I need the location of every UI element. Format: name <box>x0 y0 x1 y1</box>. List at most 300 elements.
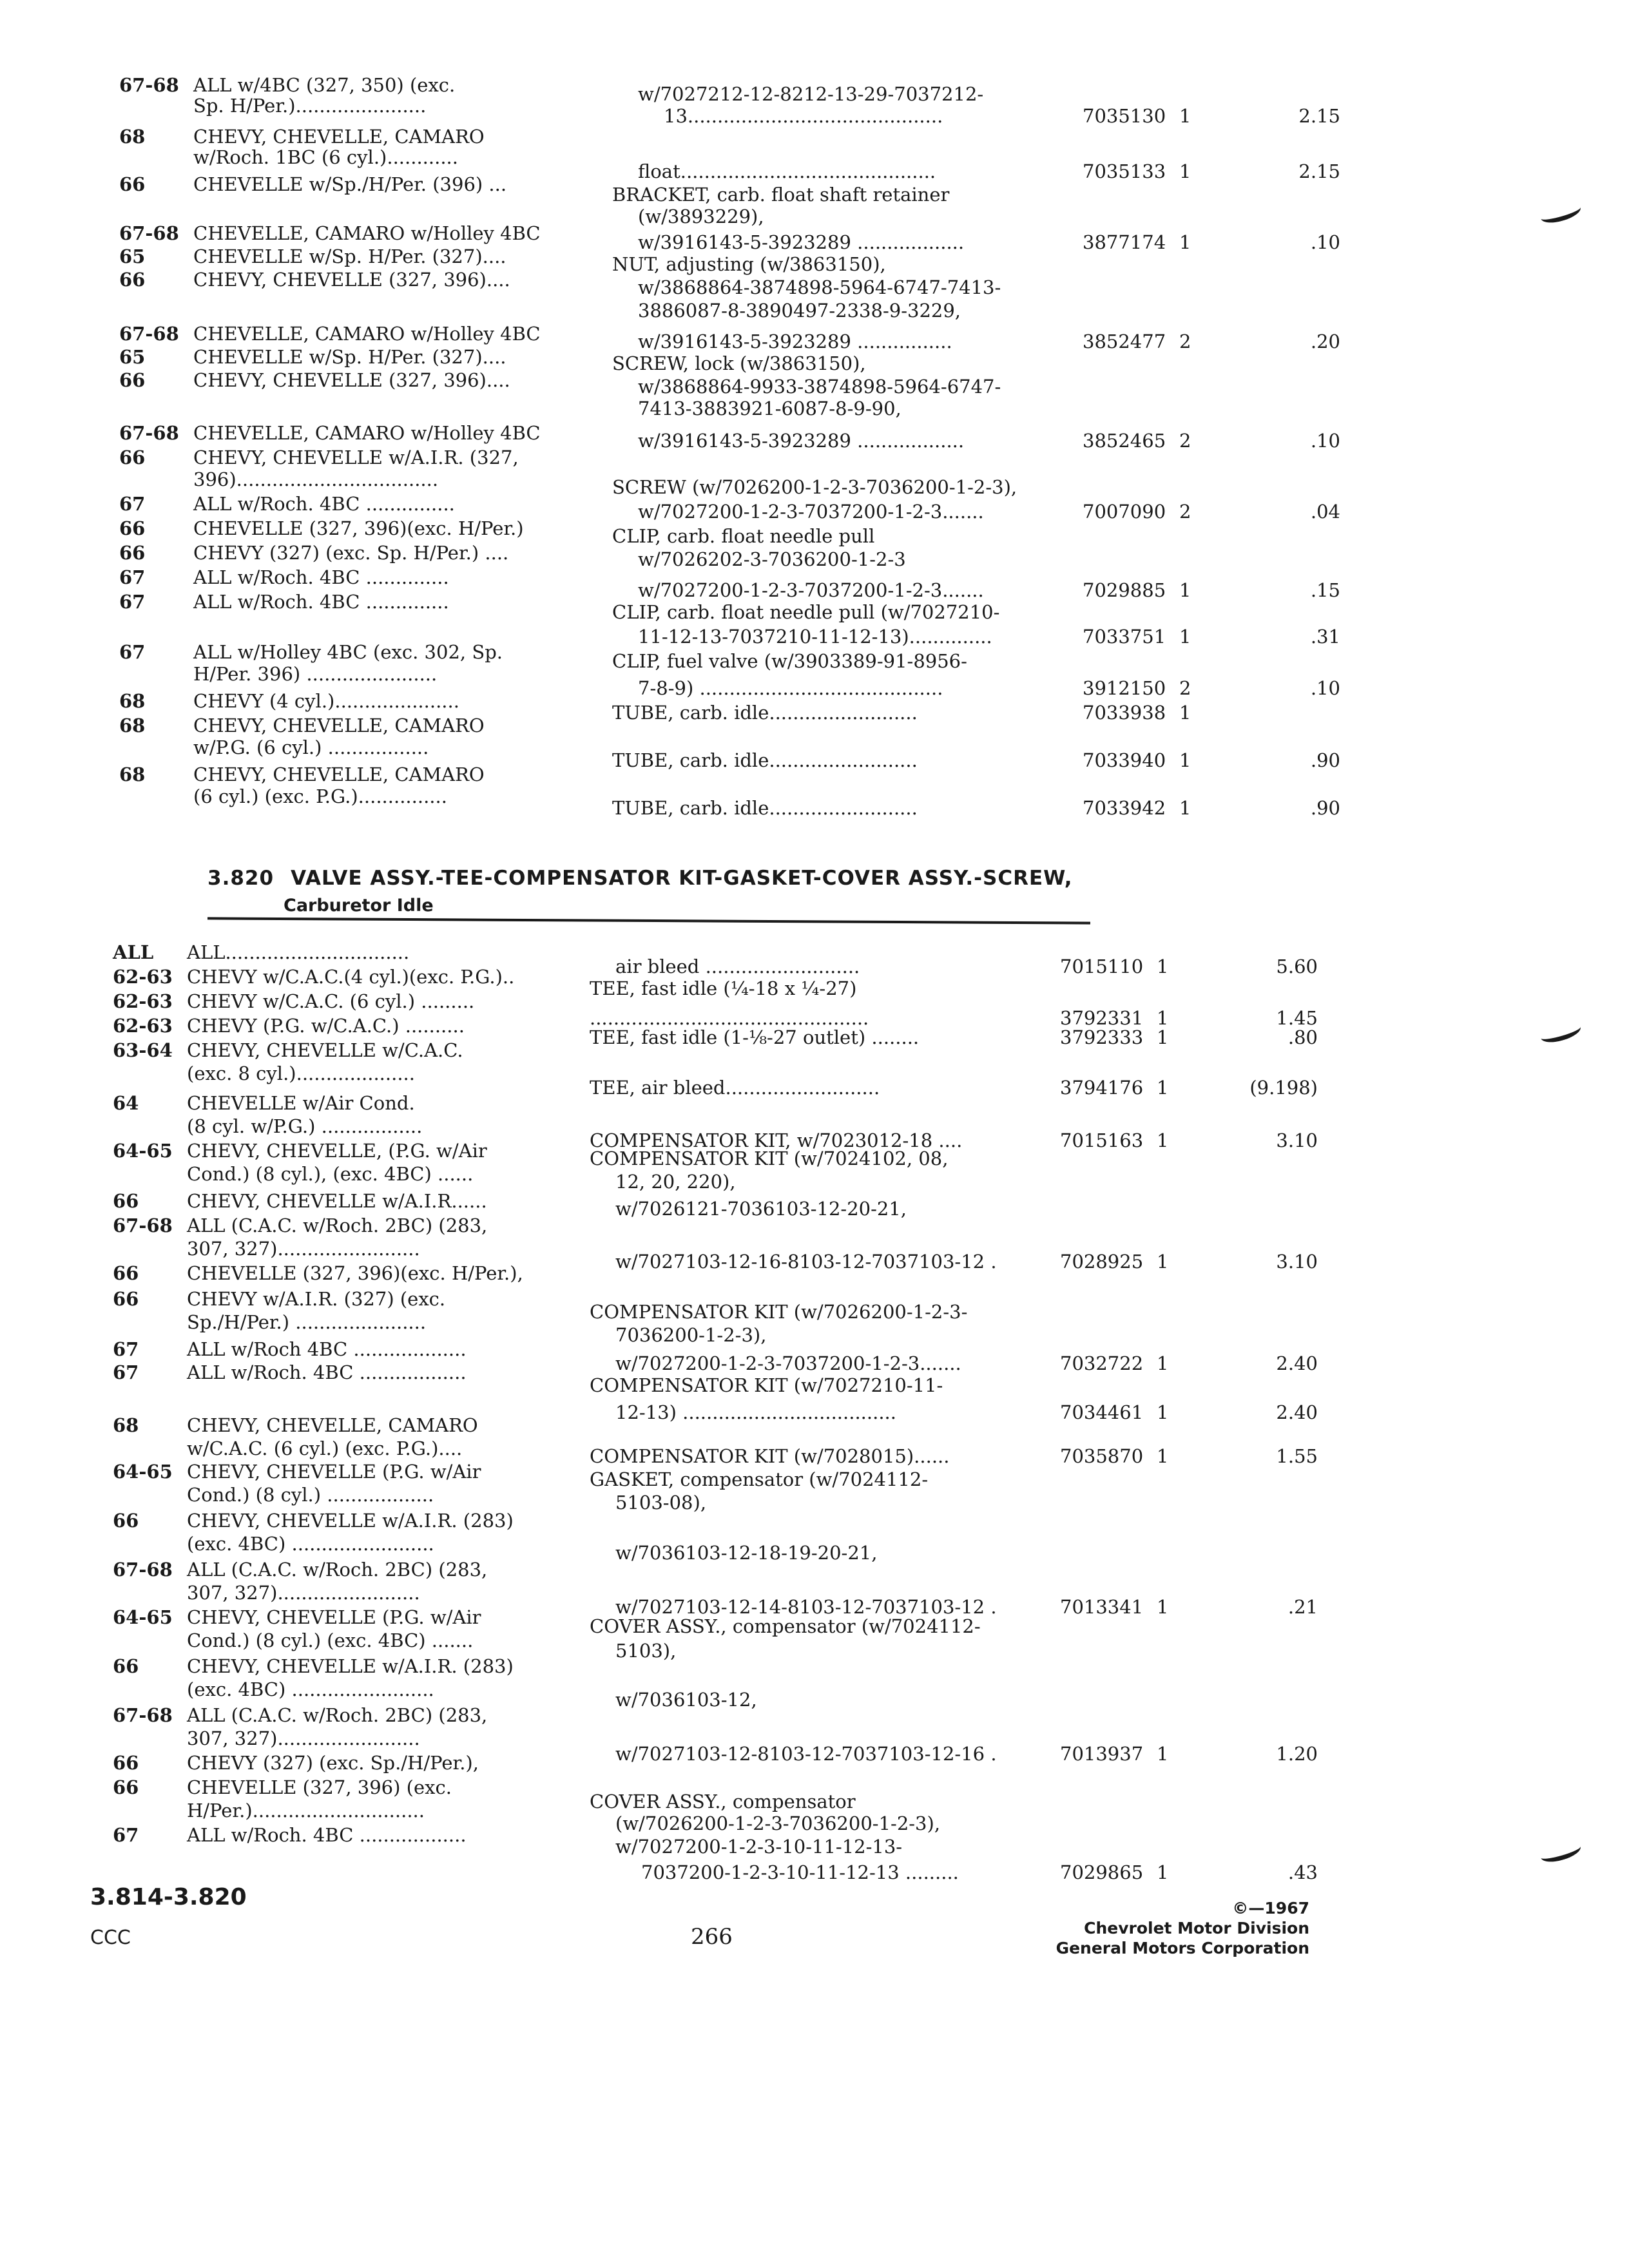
applicability-row <box>113 1825 602 1845</box>
part-price: .04 <box>1310 501 1340 523</box>
applicability-row <box>119 518 609 539</box>
applicability-row <box>119 323 609 344</box>
part-number: 7032722 <box>1060 1352 1144 1374</box>
model-application: (8 cyl. w/P.G.) ................. <box>187 1115 423 1137</box>
applicability-row <box>119 269 609 290</box>
part-description: float........................................... <box>638 160 936 182</box>
model-year: 67 <box>113 1824 139 1846</box>
model-application: Sp./H/Per.) ...................... <box>187 1311 427 1333</box>
part-row <box>590 1353 1318 1374</box>
part-description: TEE, fast idle (¼-18 x ¼-27) <box>590 977 857 999</box>
part-description: TEE, air bleed.......................... <box>590 1077 880 1099</box>
binder-clip-mark <box>1539 200 1583 227</box>
part-number: 7015163 <box>1060 1129 1144 1151</box>
applicability-row <box>113 1289 602 1309</box>
part-description: 7036200-1-2-3), <box>615 1324 767 1346</box>
part-quantity: 1 <box>1157 1251 1169 1273</box>
model-year: 66 <box>113 1776 139 1798</box>
part-description: CLIP, fuel valve (w/3903389-91-8956- <box>612 650 967 672</box>
model-year: 67-68 <box>119 222 179 244</box>
part-description: 12, 20, 220), <box>615 1171 736 1193</box>
part-price: .15 <box>1310 579 1340 601</box>
model-application: ALL............................... <box>187 941 410 963</box>
applicability-row <box>113 1679 602 1700</box>
applicability-row <box>113 1777 602 1798</box>
part-description: w/3916143-5-3923289 ................ <box>638 331 952 352</box>
model-year: 67-68 <box>113 1704 173 1726</box>
part-quantity: 1 <box>1157 1077 1169 1099</box>
applicability-row <box>113 1215 602 1236</box>
part-quantity: 1 <box>1157 956 1169 977</box>
part-price: .90 <box>1310 797 1340 819</box>
part-quantity: 1 <box>1179 797 1191 819</box>
model-year: 66 <box>119 542 146 564</box>
model-application: CHEVY, CHEVELLE w/C.A.C. <box>187 1039 463 1061</box>
part-price: 1.20 <box>1276 1743 1318 1765</box>
model-application: (6 cyl.) (exc. P.G.)............... <box>193 785 447 807</box>
part-price: 3.10 <box>1276 1251 1318 1273</box>
part-description: w/3916143-5-3923289 .................. <box>638 231 965 253</box>
part-row <box>612 678 1340 698</box>
part-row <box>612 477 1340 497</box>
applicability-row <box>113 1800 602 1821</box>
part-row <box>612 331 1340 352</box>
applicability-row <box>113 1040 602 1061</box>
model-year: 67 <box>119 493 146 515</box>
part-price: .21 <box>1287 1596 1318 1618</box>
part-quantity: 1 <box>1157 1861 1169 1883</box>
applicability-row <box>113 1140 602 1161</box>
part-quantity: 1 <box>1179 231 1191 253</box>
model-year: 68 <box>119 690 146 712</box>
part-number: 3794176 <box>1060 1077 1144 1099</box>
part-quantity: 1 <box>1157 1743 1169 1765</box>
part-row <box>612 184 1340 205</box>
part-price: 5.60 <box>1276 956 1318 977</box>
model-year: 65 <box>119 245 146 267</box>
part-price: .10 <box>1310 231 1340 253</box>
part-description: COMPENSATOR KIT, w/7023012-18 .... <box>590 1129 963 1151</box>
part-description: w/7036103-12, <box>615 1689 757 1711</box>
applicability-row <box>113 1339 602 1360</box>
model-year: 64 <box>113 1092 139 1114</box>
applicability-row <box>119 447 609 468</box>
applicability-row <box>113 1510 602 1531</box>
part-number: 7035870 <box>1060 1445 1144 1467</box>
model-year: 62-63 <box>113 966 173 988</box>
part-description: w/3868864-3874898-5964-6747-7413- <box>638 276 1001 298</box>
applicability-row <box>113 1461 602 1482</box>
page-number: 266 <box>691 1924 733 1950</box>
part-description: 7413-3883921-6087-8-9-90, <box>638 398 901 419</box>
model-application: CHEVELLE, CAMARO w/Holley 4BC <box>193 422 541 444</box>
model-application: w/C.A.C. (6 cyl.) (exc. P.G.).... <box>187 1437 463 1459</box>
part-row <box>590 1791 1318 1812</box>
applicability-row <box>113 1312 602 1332</box>
part-description: w/7027212-12-8212-13-29-7037212- <box>638 83 984 105</box>
part-description: w/7026202-3-7036200-1-2-3 <box>638 548 906 570</box>
applicability-row <box>119 347 609 367</box>
section-heading <box>207 867 1073 890</box>
part-quantity: 2 <box>1179 677 1191 699</box>
part-description: SCREW, lock (w/3863150), <box>612 352 866 374</box>
part-number: 3912150 <box>1083 677 1166 699</box>
applicability-row <box>119 567 609 588</box>
part-description: CLIP, carb. float needle pull <box>612 525 875 547</box>
part-row <box>612 580 1340 601</box>
part-description: TUBE, carb. idle......................... <box>612 797 918 819</box>
part-number: 7033942 <box>1083 797 1166 819</box>
part-description: TUBE, carb. idle......................... <box>612 749 918 771</box>
part-row <box>590 1862 1318 1883</box>
part-row <box>590 1492 1318 1513</box>
part-row <box>590 1446 1318 1466</box>
model-year: 64-65 <box>113 1606 173 1628</box>
part-description: 7-8-9) ......................................... <box>638 677 943 699</box>
model-year: 66 <box>119 369 146 391</box>
model-application: (exc. 4BC) ........................ <box>187 1533 434 1555</box>
model-year: 67-68 <box>113 1559 173 1581</box>
model-application: CHEVELLE w/Sp. H/Per. (327).... <box>193 245 506 267</box>
part-description: TUBE, carb. idle......................... <box>612 702 918 724</box>
part-row <box>612 106 1340 126</box>
part-description: (w/7026200-1-2-3-7036200-1-2-3), <box>615 1812 941 1834</box>
model-year: 64-65 <box>113 1140 173 1162</box>
model-year: 67 <box>119 591 146 613</box>
model-application: CHEVY (P.G. w/C.A.C.) .......... <box>187 1015 465 1037</box>
applicability-row <box>119 786 609 807</box>
part-number: 3792333 <box>1060 1026 1144 1048</box>
model-application: CHEVELLE w/Sp. H/Per. (327).... <box>193 346 506 368</box>
applicability-row <box>113 1116 602 1137</box>
part-row <box>612 206 1340 227</box>
applicability-row <box>113 1362 602 1383</box>
model-year: 66 <box>113 1190 139 1212</box>
applicability-row <box>119 715 609 736</box>
part-description: 13........................................... <box>664 105 943 127</box>
model-year: 67-68 <box>119 422 179 444</box>
part-row <box>590 1325 1318 1345</box>
part-number: 7035130 <box>1083 105 1166 127</box>
applicability-row <box>119 95 609 116</box>
part-description: COMPENSATOR KIT (w/7027210-11- <box>590 1374 943 1396</box>
part-description: w/3868864-9933-3874898-5964-6747- <box>638 376 1001 398</box>
footer-code: CCC <box>90 1927 131 1949</box>
model-application: CHEVY, CHEVELLE, (P.G. w/Air <box>187 1140 487 1162</box>
model-application: CHEVELLE, CAMARO w/Holley 4BC <box>193 323 541 345</box>
part-row <box>590 1616 1318 1637</box>
part-row <box>590 978 1318 999</box>
part-row <box>590 1542 1318 1563</box>
part-price: 2.15 <box>1298 160 1340 182</box>
part-description: COVER ASSY., compensator (w/7024112- <box>590 1615 981 1637</box>
part-quantity: 1 <box>1157 1401 1169 1423</box>
applicability-row <box>113 1630 602 1651</box>
part-row <box>590 1402 1318 1423</box>
model-application: CHEVY (4 cyl.)..................... <box>193 690 459 712</box>
part-description: GASKET, compensator (w/7024112- <box>590 1468 929 1490</box>
part-quantity: 1 <box>1157 1026 1169 1048</box>
part-description: 12-13) .................................... <box>615 1401 896 1423</box>
applicability-row <box>113 1728 602 1749</box>
part-quantity: 1 <box>1157 1129 1169 1151</box>
part-quantity: 1 <box>1179 626 1191 648</box>
part-row <box>612 798 1340 818</box>
publisher-block <box>992 1898 1309 1958</box>
applicability-row <box>119 764 609 785</box>
applicability-row <box>113 1485 602 1505</box>
part-quantity: 1 <box>1179 702 1191 724</box>
part-row <box>612 602 1340 622</box>
part-description: air bleed .......................... <box>615 956 860 977</box>
part-quantity: 1 <box>1179 105 1191 127</box>
part-number: 3852465 <box>1083 430 1166 452</box>
applicability-row <box>119 246 609 267</box>
model-application: Sp. H/Per.)...................... <box>193 95 427 117</box>
model-application: H/Per.)............................. <box>187 1800 425 1821</box>
model-year: 64-65 <box>113 1461 173 1483</box>
part-description: COMPENSATOR KIT (w/7024102, 08, <box>590 1148 949 1169</box>
applicability-row <box>119 494 609 514</box>
part-row <box>612 300 1340 321</box>
part-row <box>590 1008 1318 1028</box>
part-quantity: 2 <box>1179 430 1191 452</box>
model-application: Cond.) (8 cyl.) .................. <box>187 1484 434 1506</box>
model-year: 66 <box>119 517 146 539</box>
part-description: 11-12-13-7037210-11-12-13).............. <box>638 626 992 648</box>
model-application: w/Roch. 1BC (6 cyl.)............ <box>193 146 458 168</box>
part-description: NUT, adjusting (w/3863150), <box>612 253 886 275</box>
section-title: VALVE ASSY.-TEE-COMPENSATOR KIT-GASKET-COVER ASSY.-SCREW, <box>291 867 1073 890</box>
section-subtitle: Carburetor Idle <box>284 896 434 916</box>
applicability-row <box>113 1238 602 1259</box>
part-price: 3.10 <box>1276 1129 1318 1151</box>
part-quantity: 1 <box>1157 1445 1169 1467</box>
model-application: 307, 327)........................ <box>187 1238 420 1260</box>
model-year: 66 <box>113 1288 139 1310</box>
part-row <box>590 1027 1318 1048</box>
model-year: 67 <box>119 641 146 663</box>
part-description: 7037200-1-2-3-10-11-12-13 ......... <box>641 1861 959 1883</box>
applicability-row <box>113 1656 602 1677</box>
model-application: 307, 327)........................ <box>187 1582 420 1604</box>
part-row <box>612 549 1340 570</box>
model-application: ALL w/Roch. 4BC .............. <box>193 566 449 588</box>
applicability-row <box>113 1607 602 1628</box>
model-application: CHEVY, CHEVELLE (327, 396).... <box>193 369 510 391</box>
part-description: 3886087-8-3890497-2338-9-3229, <box>638 300 961 322</box>
applicability-row <box>113 966 602 987</box>
part-description: (w/3893229), <box>638 206 764 227</box>
model-year: 66 <box>113 1752 139 1774</box>
part-quantity: 1 <box>1179 579 1191 601</box>
part-row <box>612 626 1340 647</box>
applicability-row <box>113 1582 602 1603</box>
model-application: CHEVELLE (327, 396) (exc. <box>187 1776 452 1798</box>
model-application: CHEVY (327) (exc. Sp./H/Per.), <box>187 1752 479 1774</box>
part-price: .80 <box>1287 1026 1318 1048</box>
model-year: 66 <box>119 173 146 195</box>
part-description: w/7027200-1-2-3-7037200-1-2-3....... <box>638 501 984 523</box>
part-price: 2.40 <box>1276 1401 1318 1423</box>
part-row <box>612 501 1340 522</box>
part-number: 7013937 <box>1060 1743 1144 1765</box>
model-application: ALL w/Holley 4BC (exc. 302, Sp. <box>193 641 503 663</box>
part-description: w/7027103-12-8103-12-7037103-12-16 . <box>615 1743 997 1765</box>
part-number: 7033940 <box>1083 749 1166 771</box>
model-application: ALL w/Roch. 4BC ............... <box>193 493 455 515</box>
model-application: w/P.G. (6 cyl.) ................. <box>193 736 429 758</box>
model-application: H/Per. 396) ...................... <box>193 663 438 685</box>
part-price: .10 <box>1310 430 1340 452</box>
part-row <box>612 430 1340 451</box>
applicability-row <box>119 469 609 490</box>
model-year: 67 <box>113 1361 139 1383</box>
part-row <box>612 353 1340 374</box>
division-line: Chevrolet Motor Division <box>1084 1919 1309 1937</box>
applicability-row <box>113 1191 602 1211</box>
model-application: CHEVY, CHEVELLE, CAMARO <box>193 764 485 785</box>
part-price: 1.55 <box>1276 1445 1318 1467</box>
part-row <box>590 1302 1318 1322</box>
part-price: .31 <box>1310 626 1340 648</box>
applicability-row <box>113 1015 602 1036</box>
model-year: 67-68 <box>119 323 179 345</box>
part-row <box>612 277 1340 298</box>
part-price: 2.40 <box>1276 1352 1318 1374</box>
model-application: CHEVELLE (327, 396)(exc. H/Per.) <box>193 517 524 539</box>
part-row <box>612 376 1340 397</box>
applicability-row <box>119 664 609 684</box>
model-application: CHEVY, CHEVELLE (P.G. w/Air <box>187 1461 481 1483</box>
section-underline <box>207 917 1090 924</box>
model-year: 66 <box>119 447 146 468</box>
model-application: CHEVELLE w/Air Cond. <box>187 1092 415 1114</box>
applicability-row <box>119 147 609 168</box>
model-year: 66 <box>113 1510 139 1532</box>
corporation-line: General Motors Corporation <box>1055 1939 1309 1957</box>
model-year: 67-68 <box>119 74 179 96</box>
model-application: CHEVY, CHEVELLE w/A.I.R...... <box>187 1190 487 1212</box>
part-description: BRACKET, carb. float shaft retainer <box>612 184 950 206</box>
part-price: 2.15 <box>1298 105 1340 127</box>
part-quantity: 1 <box>1157 1007 1169 1029</box>
part-description: TEE, fast idle (1-⅛-27 outlet) ........ <box>590 1026 920 1048</box>
applicability-row <box>113 1415 602 1436</box>
applicability-row <box>119 174 609 195</box>
applicability-row <box>119 75 609 95</box>
part-number: 3852477 <box>1083 331 1166 352</box>
part-number: 7029865 <box>1060 1861 1144 1883</box>
model-year: 63-64 <box>113 1039 173 1061</box>
copyright-line: ©—1967 <box>1232 1899 1309 1917</box>
part-number: 7033751 <box>1083 626 1166 648</box>
applicability-row <box>119 691 609 711</box>
part-price: .10 <box>1310 677 1340 699</box>
model-year: 66 <box>119 269 146 291</box>
model-year: 67 <box>119 566 146 588</box>
part-price: .43 <box>1287 1861 1318 1883</box>
part-description: CLIP, carb. float needle pull (w/7027210- <box>612 601 1000 623</box>
part-description: 5103), <box>615 1640 677 1662</box>
model-application: CHEVY, CHEVELLE, CAMARO <box>193 126 485 148</box>
model-application: CHEVY, CHEVELLE, CAMARO <box>187 1414 478 1436</box>
part-description: 5103-08), <box>615 1492 707 1514</box>
model-year: 67 <box>113 1338 139 1360</box>
part-row <box>590 1171 1318 1192</box>
part-row <box>590 1597 1318 1617</box>
applicability-row <box>113 1438 602 1459</box>
part-description: w/7027103-12-16-8103-12-7037103-12 . <box>615 1251 997 1273</box>
applicability-row <box>119 543 609 563</box>
model-year: 68 <box>119 764 146 785</box>
part-row <box>590 1198 1318 1219</box>
model-application: CHEVY, CHEVELLE (327, 396).... <box>193 269 510 291</box>
applicability-row <box>113 1705 602 1725</box>
model-application: ALL w/Roch. 4BC .............. <box>193 591 449 613</box>
model-application: (exc. 8 cyl.).................... <box>187 1062 415 1084</box>
part-description: w/7027103-12-14-8103-12-7037103-12 . <box>615 1596 997 1618</box>
applicability-row <box>119 223 609 244</box>
model-application: CHEVY, CHEVELLE w/A.I.R. (283) <box>187 1510 514 1532</box>
applicability-row <box>113 1063 602 1084</box>
part-quantity: 2 <box>1179 501 1191 523</box>
model-application: CHEVY, CHEVELLE w/A.I.R. (283) <box>187 1655 514 1677</box>
part-number: 7007090 <box>1083 501 1166 523</box>
part-price: 1.45 <box>1276 1007 1318 1029</box>
model-application: Cond.) (8 cyl.) (exc. 4BC) ....... <box>187 1629 474 1651</box>
model-application: CHEVY (327) (exc. Sp. H/Per.) .... <box>193 542 509 564</box>
part-price: .90 <box>1310 749 1340 771</box>
part-row <box>590 1813 1318 1834</box>
part-price: .20 <box>1310 331 1340 352</box>
model-application: 396).................................. <box>193 468 439 490</box>
model-application: ALL (C.A.C. w/Roch. 2BC) (283, <box>187 1559 488 1581</box>
part-row <box>612 161 1340 182</box>
model-application: ALL (C.A.C. w/Roch. 2BC) (283, <box>187 1215 488 1236</box>
applicability-row <box>113 942 602 963</box>
part-row <box>590 1148 1318 1169</box>
part-number: 7035133 <box>1083 160 1166 182</box>
part-row <box>612 398 1340 419</box>
model-application: ALL w/Roch. 4BC .................. <box>187 1824 467 1846</box>
section-number: 3.820 <box>207 867 275 890</box>
part-row <box>590 1744 1318 1764</box>
footer-section-range: 3.814-3.820 <box>90 1884 247 1910</box>
applicability-row <box>113 991 602 1012</box>
model-year: 68 <box>119 126 146 148</box>
model-application: CHEVY w/A.I.R. (327) (exc. <box>187 1288 446 1310</box>
part-quantity: 1 <box>1157 1596 1169 1618</box>
part-quantity: 1 <box>1179 749 1191 771</box>
part-description: w/7027200-1-2-3-7037200-1-2-3....... <box>615 1352 961 1374</box>
part-quantity: 2 <box>1179 331 1191 352</box>
part-quantity: 1 <box>1179 160 1191 182</box>
part-description: w/7027200-1-2-3-10-11-12-13- <box>615 1836 903 1858</box>
model-application: CHEVY w/C.A.C. (6 cyl.) ......... <box>187 990 475 1012</box>
part-row <box>612 84 1340 104</box>
applicability-row <box>113 1164 602 1184</box>
model-application: CHEVELLE, CAMARO w/Holley 4BC <box>193 222 541 244</box>
model-year: 62-63 <box>113 990 173 1012</box>
part-description: w/7026121-7036103-12-20-21, <box>615 1198 907 1220</box>
applicability-row <box>113 1263 602 1283</box>
model-year: 62-63 <box>113 1015 173 1037</box>
model-year: 68 <box>119 715 146 736</box>
part-row <box>612 254 1340 274</box>
applicability-row <box>119 642 609 662</box>
model-application: CHEVY, CHEVELLE, CAMARO <box>193 715 485 736</box>
